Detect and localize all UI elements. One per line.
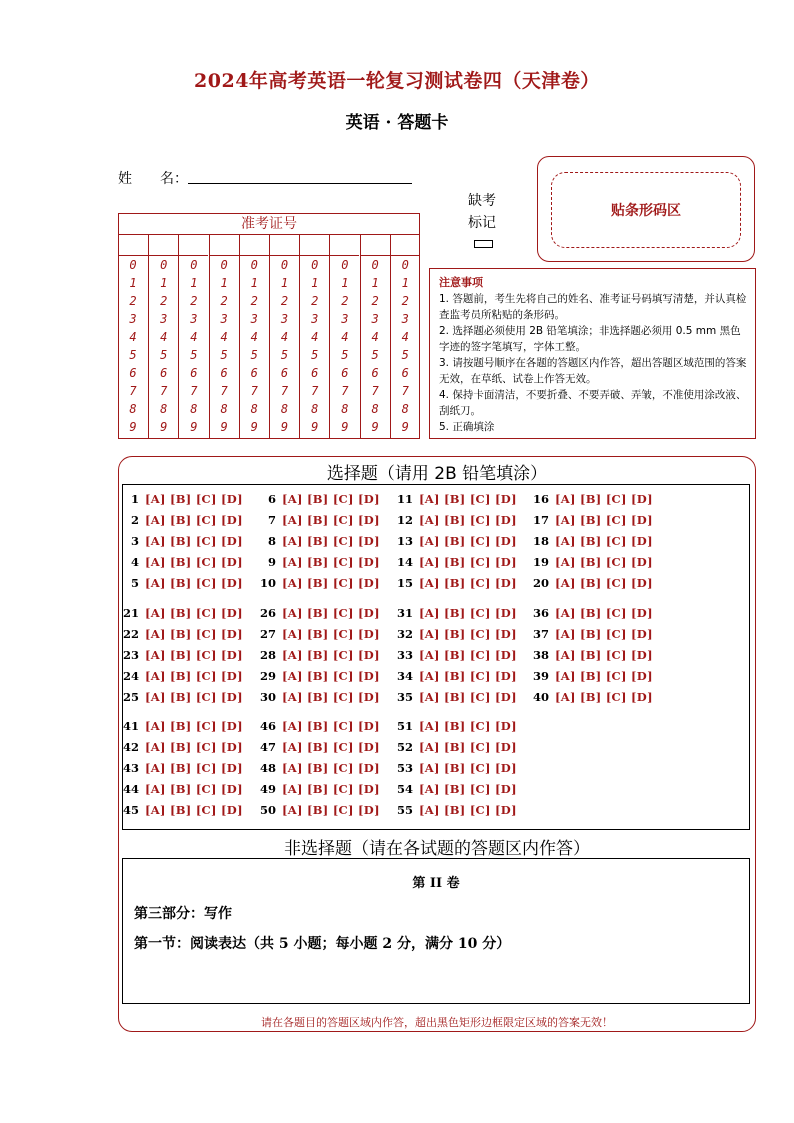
question-row xyxy=(113,492,243,506)
answer-options[interactable]: [A] [B] [C] [D] xyxy=(145,555,243,569)
answer-options[interactable]: [A] [B] [C] [D] xyxy=(419,803,517,817)
question-number: 42 xyxy=(122,740,139,754)
id-digit-bubble[interactable]: 8 xyxy=(129,402,137,416)
id-digit-bubble[interactable]: 4 xyxy=(280,330,289,344)
answer-options[interactable]: [A] [B] [C] [D] xyxy=(145,534,243,548)
question-row xyxy=(113,606,243,620)
id-digit-bubble[interactable]: 6 xyxy=(311,366,319,380)
question-number: 26 xyxy=(259,606,276,620)
answer-options[interactable]: [A] [B] [C] [D] xyxy=(145,513,243,527)
question-number: 23 xyxy=(122,648,139,662)
barcode-label: 贴条形码区 xyxy=(551,172,741,248)
id-digit-bubble[interactable]: 1 xyxy=(160,276,168,290)
part-label: 第三部分：写作 xyxy=(134,906,232,922)
id-digit-bubble[interactable]: 6 xyxy=(341,366,349,380)
id-digit-bubble[interactable]: 5 xyxy=(341,348,349,362)
id-digit-bubble[interactable]: 2 xyxy=(401,294,409,308)
answer-options[interactable]: [A] [B] [C] [D] xyxy=(419,576,517,590)
answer-options[interactable]: [A] [B] [C] [D] xyxy=(419,627,517,641)
id-digit-bubble[interactable]: 4 xyxy=(341,330,349,344)
id-digit-bubble[interactable]: 3 xyxy=(371,312,379,326)
answer-options[interactable]: [A] [B] [C] [D] xyxy=(419,782,517,796)
answer-options[interactable]: [A] [B] [C] [D] xyxy=(282,669,380,683)
id-digit-bubble[interactable]: 7 xyxy=(280,384,289,398)
id-digit-bubble[interactable]: 8 xyxy=(220,402,228,416)
id-digit-bubble[interactable]: 4 xyxy=(371,330,379,344)
question-number: 49 xyxy=(259,782,276,796)
answer-options[interactable]: [A] [B] [C] [D] xyxy=(282,492,380,506)
id-digit-bubble[interactable]: 7 xyxy=(401,384,409,398)
id-digit-bubble[interactable]: 7 xyxy=(250,384,258,398)
id-digit-bubble[interactable]: 9 xyxy=(341,420,349,434)
question-row xyxy=(250,492,380,506)
id-digit-bubble[interactable]: 1 xyxy=(220,276,228,290)
question-number: 3 xyxy=(130,534,139,548)
question-number: 34 xyxy=(396,669,413,683)
id-digit-bubble[interactable]: 7 xyxy=(341,384,349,398)
question-row xyxy=(523,576,653,590)
answer-options[interactable]: [A] [B] [C] [D] xyxy=(282,555,380,569)
question-number: 43 xyxy=(122,761,139,775)
answer-options[interactable]: [A] [B] [C] [D] xyxy=(419,740,517,754)
id-digit-bubble[interactable]: 6 xyxy=(190,366,198,380)
id-digit-bubble[interactable]: 9 xyxy=(401,420,409,434)
question-number: 2 xyxy=(130,513,139,527)
id-digit-bubble[interactable]: 2 xyxy=(160,294,168,308)
question-number: 11 xyxy=(396,492,413,506)
question-row xyxy=(113,627,243,641)
question-row xyxy=(113,719,243,733)
id-digit-bubble[interactable]: 3 xyxy=(401,312,409,326)
answer-options[interactable]: [A] [B] [C] [D] xyxy=(145,669,243,683)
question-number: 15 xyxy=(396,576,413,590)
answer-options[interactable]: [A] [B] [C] [D] xyxy=(419,513,517,527)
id-digit-bubble[interactable]: 5 xyxy=(250,348,258,362)
id-digit-bubble[interactable]: 4 xyxy=(311,330,319,344)
id-digit-bubble[interactable]: 3 xyxy=(311,312,319,326)
id-digit-bubble[interactable]: 1 xyxy=(280,276,289,290)
question-number: 12 xyxy=(396,513,413,527)
question-row xyxy=(523,492,653,506)
question-row xyxy=(113,534,243,548)
id-digit-bubble[interactable]: 3 xyxy=(250,312,258,326)
question-row xyxy=(387,576,517,590)
id-digit-bubble[interactable]: 9 xyxy=(190,420,198,434)
id-digit-bubble[interactable]: 9 xyxy=(129,420,137,434)
question-row xyxy=(250,534,380,548)
id-digit-bubble[interactable]: 6 xyxy=(129,366,137,380)
answer-options[interactable]: [A] [B] [C] [D] xyxy=(145,761,243,775)
question-row xyxy=(523,534,653,548)
question-row xyxy=(387,606,517,620)
id-digit-bubble[interactable]: 8 xyxy=(190,402,198,416)
id-digit-bubble[interactable]: 5 xyxy=(371,348,379,362)
notes-item: 5. 正确填涂 xyxy=(439,421,495,433)
question-number: 19 xyxy=(532,555,549,569)
id-digit-bubble[interactable]: 0 xyxy=(341,258,349,272)
answer-options[interactable]: [A] [B] [C] [D] xyxy=(282,761,380,775)
question-row xyxy=(387,690,517,704)
id-digit-bubble[interactable]: 5 xyxy=(280,348,289,362)
question-number: 22 xyxy=(122,627,139,641)
question-number: 48 xyxy=(259,761,276,775)
id-digit-bubble[interactable]: 3 xyxy=(190,312,198,326)
answer-options[interactable]: [A] [B] [C] [D] xyxy=(145,690,243,704)
id-digit-bubble[interactable]: 1 xyxy=(401,276,409,290)
question-row xyxy=(523,606,653,620)
id-digit-bubble[interactable]: 8 xyxy=(341,402,349,416)
id-digit-bubble[interactable]: 1 xyxy=(311,276,319,290)
answer-options[interactable]: [A] [B] [C] [D] xyxy=(419,719,517,733)
nonchoice-title: 非选择题（请在各试题的答题区内作答） xyxy=(284,839,590,859)
question-row xyxy=(250,513,380,527)
question-number: 51 xyxy=(396,719,413,733)
id-digit-bubble[interactable]: 3 xyxy=(160,312,168,326)
id-digit-bubble[interactable]: 2 xyxy=(341,294,349,308)
question-number: 31 xyxy=(396,606,413,620)
id-digit-bubble[interactable]: 8 xyxy=(371,402,379,416)
id-digit-bubble[interactable]: 9 xyxy=(371,420,379,434)
id-digit-bubble[interactable]: 9 xyxy=(220,420,228,434)
id-digit-bubble[interactable]: 3 xyxy=(220,312,228,326)
answer-options[interactable]: [A] [B] [C] [D] xyxy=(555,627,653,641)
question-row xyxy=(387,534,517,548)
question-row xyxy=(250,719,380,733)
answer-options[interactable]: [A] [B] [C] [D] xyxy=(419,669,517,683)
id-digit-bubble[interactable]: 6 xyxy=(401,366,409,380)
answer-options[interactable]: [A] [B] [C] [D] xyxy=(282,513,380,527)
answer-options[interactable]: [A] [B] [C] [D] xyxy=(419,606,517,620)
id-digit-bubble[interactable]: 4 xyxy=(190,330,198,344)
question-number: 35 xyxy=(396,690,413,704)
answer-options[interactable]: [A] [B] [C] [D] xyxy=(555,606,653,620)
question-row xyxy=(113,555,243,569)
subject-label: 英语 xyxy=(345,113,380,133)
section-label: 第一节：阅读表达（共 5 小题；每小题 2 分，满分 10 分） xyxy=(134,936,511,952)
name-label: 姓 名： xyxy=(118,171,188,187)
question-number: 1 xyxy=(130,492,139,506)
question-row xyxy=(113,576,243,590)
question-row xyxy=(250,627,380,641)
question-number: 7 xyxy=(267,513,276,527)
id-digit-bubble[interactable]: 0 xyxy=(371,258,379,272)
id-digit-bubble[interactable]: 9 xyxy=(160,420,168,434)
question-row xyxy=(523,690,653,704)
missing-line2: 标记 xyxy=(468,215,496,231)
question-number: 36 xyxy=(532,606,549,620)
question-number: 40 xyxy=(532,690,549,704)
id-digit-bubble[interactable]: 2 xyxy=(129,294,137,308)
question-row xyxy=(113,803,243,817)
id-digit-bubble[interactable]: 7 xyxy=(371,384,379,398)
question-row xyxy=(250,648,380,662)
question-row xyxy=(387,782,517,796)
question-row xyxy=(523,627,653,641)
answer-options[interactable]: [A] [B] [C] [D] xyxy=(145,782,243,796)
question-number: 38 xyxy=(532,648,549,662)
id-digit-bubble[interactable]: 2 xyxy=(280,294,289,308)
id-digit-bubble[interactable]: 0 xyxy=(311,258,319,272)
question-number: 9 xyxy=(267,555,276,569)
question-row xyxy=(250,761,380,775)
id-digit-bubble[interactable]: 5 xyxy=(220,348,228,362)
answer-options[interactable]: [A] [B] [C] [D] xyxy=(145,606,243,620)
id-digit-bubble[interactable]: 0 xyxy=(280,258,289,272)
question-number: 13 xyxy=(396,534,413,548)
question-row xyxy=(387,555,517,569)
question-row xyxy=(113,669,243,683)
answer-options[interactable]: [A] [B] [C] [D] xyxy=(145,648,243,662)
question-row xyxy=(113,782,243,796)
answer-options[interactable]: [A] [B] [C] [D] xyxy=(555,555,653,569)
question-row xyxy=(113,761,243,775)
id-digit-bubble[interactable]: 3 xyxy=(280,312,289,326)
id-digit-bubble[interactable]: 9 xyxy=(250,420,258,434)
answer-options[interactable]: [A] [B] [C] [D] xyxy=(282,576,380,590)
question-number: 28 xyxy=(259,648,276,662)
id-digit-bubble[interactable]: 2 xyxy=(190,294,198,308)
id-digit-bubble[interactable]: 4 xyxy=(160,330,168,344)
question-row xyxy=(523,555,653,569)
id-digit-bubble[interactable]: 5 xyxy=(129,348,137,362)
question-row xyxy=(523,669,653,683)
id-digit-bubble[interactable]: 2 xyxy=(311,294,319,308)
id-digit-bubble[interactable]: 2 xyxy=(250,294,258,308)
question-number: 37 xyxy=(532,627,549,641)
question-number: 32 xyxy=(396,627,413,641)
question-row xyxy=(387,492,517,506)
id-digit-bubble[interactable]: 2 xyxy=(371,294,379,308)
question-row xyxy=(387,627,517,641)
question-row xyxy=(387,803,517,817)
id-digit-bubble[interactable]: 0 xyxy=(160,258,168,272)
question-number: 55 xyxy=(396,803,413,817)
question-number: 39 xyxy=(532,669,549,683)
id-digit-bubble[interactable]: 8 xyxy=(401,402,409,416)
question-row xyxy=(250,576,380,590)
answer-options[interactable]: [A] [B] [C] [D] xyxy=(145,740,243,754)
id-digit-bubble[interactable]: 1 xyxy=(190,276,198,290)
id-digit-bubble[interactable]: 8 xyxy=(311,402,319,416)
id-digit-bubble[interactable]: 0 xyxy=(250,258,258,272)
question-row xyxy=(250,803,380,817)
id-digit-bubble[interactable]: 6 xyxy=(280,366,289,380)
answer-options[interactable]: [A] [B] [C] [D] xyxy=(145,719,243,733)
id-digit-bubble[interactable]: 6 xyxy=(160,366,168,380)
answer-options[interactable]: [A] [B] [C] [D] xyxy=(555,669,653,683)
answer-options[interactable]: [A] [B] [C] [D] xyxy=(282,782,380,796)
question-number: 18 xyxy=(532,534,549,548)
question-row xyxy=(387,513,517,527)
question-number: 25 xyxy=(122,690,139,704)
answer-options[interactable]: [A] [B] [C] [D] xyxy=(282,606,380,620)
id-digit-bubble[interactable]: 0 xyxy=(190,258,198,272)
id-digit-bubble[interactable]: 8 xyxy=(160,402,168,416)
question-row xyxy=(250,690,380,704)
id-digit-bubble[interactable]: 6 xyxy=(250,366,258,380)
question-number: 20 xyxy=(532,576,549,590)
question-row xyxy=(387,669,517,683)
question-row xyxy=(113,740,243,754)
id-digit-bubble[interactable]: 7 xyxy=(190,384,198,398)
question-number: 50 xyxy=(259,803,276,817)
question-row xyxy=(387,719,517,733)
answer-options[interactable]: [A] [B] [C] [D] xyxy=(282,803,380,817)
id-digit-bubble[interactable]: 9 xyxy=(311,420,319,434)
exam-id-title: 准考证号 xyxy=(118,213,420,235)
question-number: 47 xyxy=(259,740,276,754)
page-title: 2024年高考英语一轮复习测试卷四（天津卷） xyxy=(194,70,600,92)
answer-options[interactable]: [A] [B] [C] [D] xyxy=(555,492,653,506)
answer-options[interactable]: [A] [B] [C] [D] xyxy=(282,719,380,733)
answer-options[interactable]: [A] [B] [C] [D] xyxy=(145,803,243,817)
id-digit-bubble[interactable]: 1 xyxy=(371,276,379,290)
question-number: 41 xyxy=(122,719,139,733)
question-row xyxy=(387,648,517,662)
id-digit-bubble[interactable]: 7 xyxy=(160,384,168,398)
question-row xyxy=(113,648,243,662)
notes-item: 2. 选择题必须使用 2B 铅笔填涂；非选择题必须用 0.5 mm 黑色字迹的签字笔填写，字体工整。 xyxy=(439,325,741,353)
id-digit-bubble[interactable]: 1 xyxy=(250,276,258,290)
id-digit-bubble[interactable]: 3 xyxy=(129,312,137,326)
question-row xyxy=(523,648,653,662)
question-row xyxy=(250,782,380,796)
question-row xyxy=(250,669,380,683)
id-digit-bubble[interactable]: 1 xyxy=(129,276,137,290)
answer-options[interactable]: [A] [B] [C] [D] xyxy=(555,534,653,548)
answer-options[interactable]: [A] [B] [C] [D] xyxy=(282,690,380,704)
question-row xyxy=(523,513,653,527)
id-digit-bubble[interactable]: 7 xyxy=(129,384,137,398)
question-number: 5 xyxy=(130,576,139,590)
question-number: 44 xyxy=(122,782,139,796)
id-digit-bubble[interactable]: 4 xyxy=(129,330,137,344)
answer-options[interactable]: [A] [B] [C] [D] xyxy=(145,627,243,641)
notes-item: 4. 保持卡面清洁，不要折叠、不要弄破、弄皱，不准使用涂改液、刮纸刀。 xyxy=(439,389,747,417)
answer-options[interactable]: [A] [B] [C] [D] xyxy=(282,534,380,548)
question-number: 54 xyxy=(396,782,413,796)
question-number: 46 xyxy=(259,719,276,733)
card-label: 答题卡 xyxy=(397,113,449,133)
notes-item: 1. 答题前，考生先将自己的姓名、准考证号码填写清楚，并认真检查监考员所粘贴的条形码。 xyxy=(439,293,747,321)
answer-options[interactable]: [A] [B] [C] [D] xyxy=(555,513,653,527)
question-row xyxy=(250,740,380,754)
answer-options[interactable]: [A] [B] [C] [D] xyxy=(555,576,653,590)
volume-label: 第 II 卷 xyxy=(412,876,460,891)
answer-options[interactable]: [A] [B] [C] [D] xyxy=(555,648,653,662)
question-number: 33 xyxy=(396,648,413,662)
id-digit-bubble[interactable]: 4 xyxy=(401,330,409,344)
answer-options[interactable]: [A] [B] [C] [D] xyxy=(282,627,380,641)
id-digit-bubble[interactable]: 6 xyxy=(220,366,228,380)
id-digit-bubble[interactable]: 8 xyxy=(280,402,289,416)
question-number: 24 xyxy=(122,669,139,683)
id-digit-bubble[interactable]: 5 xyxy=(311,348,319,362)
answer-options[interactable]: [A] [B] [C] [D] xyxy=(419,648,517,662)
question-row xyxy=(387,761,517,775)
answer-options[interactable]: [A] [B] [C] [D] xyxy=(419,690,517,704)
id-digit-bubble[interactable]: 6 xyxy=(371,366,379,380)
id-digit-bubble[interactable]: 4 xyxy=(220,330,228,344)
id-digit-bubble[interactable]: 3 xyxy=(341,312,349,326)
question-number: 30 xyxy=(259,690,276,704)
question-number: 16 xyxy=(532,492,549,506)
question-row xyxy=(387,740,517,754)
question-row xyxy=(113,690,243,704)
answer-options[interactable]: [A] [B] [C] [D] xyxy=(145,492,243,506)
question-number: 8 xyxy=(267,534,276,548)
footer-warning: 请在各题目的答题区域内作答，超出黑色矩形边框限定区域的答案无效！ xyxy=(261,1016,613,1029)
answer-options[interactable]: [A] [B] [C] [D] xyxy=(419,761,517,775)
missing-line1: 缺考 xyxy=(468,193,496,209)
id-digit-bubble[interactable]: 0 xyxy=(129,258,137,272)
question-number: 45 xyxy=(122,803,139,817)
subtitle-separator: · xyxy=(385,113,392,133)
answer-options[interactable]: [A] [B] [C] [D] xyxy=(145,576,243,590)
answer-options[interactable]: [A] [B] [C] [D] xyxy=(419,555,517,569)
question-number: 14 xyxy=(396,555,413,569)
id-digit-bubble[interactable]: 4 xyxy=(250,330,258,344)
question-number: 17 xyxy=(532,513,549,527)
question-row xyxy=(250,555,380,569)
question-number: 53 xyxy=(396,761,413,775)
choice-title: 选择题（请用 2B 铅笔填涂） xyxy=(326,464,548,484)
question-number: 29 xyxy=(259,669,276,683)
answer-options[interactable]: [A] [B] [C] [D] xyxy=(555,690,653,704)
answer-options[interactable]: [A] [B] [C] [D] xyxy=(419,534,517,548)
answer-options[interactable]: [A] [B] [C] [D] xyxy=(282,740,380,754)
id-digit-bubble[interactable]: 7 xyxy=(311,384,319,398)
question-number: 4 xyxy=(130,555,139,569)
id-digit-bubble[interactable]: 5 xyxy=(401,348,409,362)
question-number: 10 xyxy=(259,576,276,590)
id-digit-bubble[interactable]: 1 xyxy=(341,276,349,290)
answer-options[interactable]: [A] [B] [C] [D] xyxy=(282,648,380,662)
id-digit-bubble[interactable]: 5 xyxy=(190,348,198,362)
question-number: 27 xyxy=(259,627,276,641)
question-number: 6 xyxy=(267,492,276,506)
id-digit-bubble[interactable]: 8 xyxy=(250,402,258,416)
id-digit-bubble[interactable]: 9 xyxy=(280,420,289,434)
id-digit-bubble[interactable]: 2 xyxy=(220,294,228,308)
notes-title: 注意事项 xyxy=(439,276,483,289)
question-number: 52 xyxy=(396,740,413,754)
notes-item: 3. 请按题号顺序在各题的答题区内作答，超出答题区域范围的答案无效，在草纸、试卷上作答无效。 xyxy=(439,357,747,385)
id-digit-bubble[interactable]: 0 xyxy=(401,258,409,272)
question-row xyxy=(113,513,243,527)
question-row xyxy=(250,606,380,620)
id-digit-bubble[interactable]: 0 xyxy=(220,258,228,272)
id-digit-bubble[interactable]: 5 xyxy=(160,348,168,362)
id-digit-bubble[interactable]: 7 xyxy=(220,384,228,398)
question-number: 21 xyxy=(122,606,139,620)
answer-options[interactable]: [A] [B] [C] [D] xyxy=(419,492,517,506)
